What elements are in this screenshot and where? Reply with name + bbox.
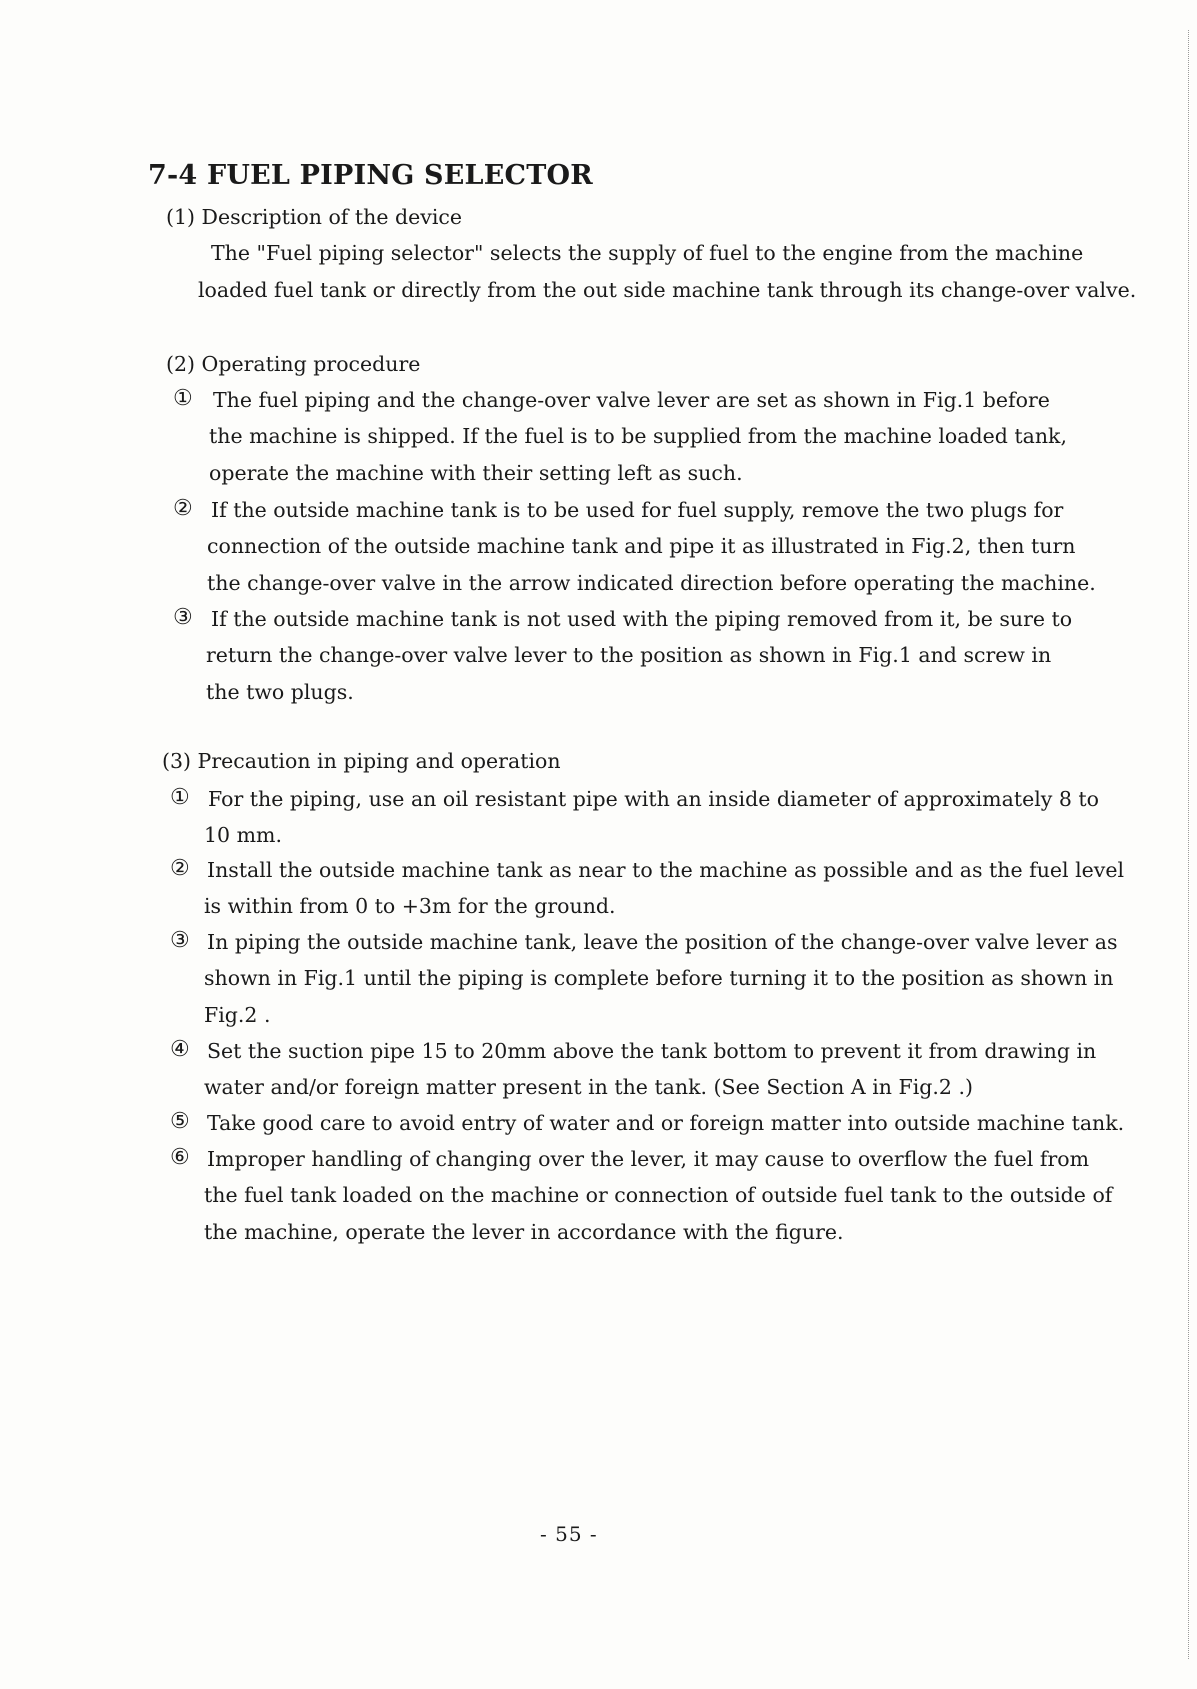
item-line: return the change-over valve lever to the position as shown in Fig.1 and screw in <box>206 643 1052 667</box>
item-line: shown in Fig.1 until the piping is complete before turning it to the position as shown in <box>204 966 1114 990</box>
scan-edge-divider <box>1187 30 1189 1659</box>
item-line: the two plugs. <box>206 680 354 704</box>
item-line: Install the outside machine tank as near to the machine as possible and as the fuel level <box>207 858 1125 882</box>
item-line: Fig.2 . <box>204 1003 271 1027</box>
item-number: ① <box>170 785 190 810</box>
item-line: In piping the outside machine tank, leave the position of the change-over valve lever as <box>207 930 1118 954</box>
item-number: ③ <box>170 928 190 953</box>
section-3-heading: (3) Precaution in piping and operation <box>162 749 561 773</box>
section-1-paragraph-line: loaded fuel tank or directly from the out side machine tank through its change-over valve. <box>198 278 1137 302</box>
item-line: If the outside machine tank is to be used for fuel supply, remove the two plugs for <box>211 498 1064 522</box>
item-line: the fuel tank loaded on the machine or connection of outside fuel tank to the outside of <box>204 1183 1113 1207</box>
item-line: Take good care to avoid entry of water and or foreign matter into outside machine tank. <box>207 1111 1125 1135</box>
page-title: 7-4 FUEL PIPING SELECTOR <box>148 160 593 191</box>
item-line: water and/or foreign matter present in the tank. (See Section A in Fig.2 .) <box>204 1075 973 1099</box>
section-1-heading: (1) Description of the device <box>166 205 462 229</box>
item-line: the machine is shipped. If the fuel is to be supplied from the machine loaded tank, <box>209 424 1067 448</box>
item-number: ③ <box>173 605 193 630</box>
item-number: ⑥ <box>170 1145 190 1170</box>
item-line: For the piping, use an oil resistant pipe with an inside diameter of approximately 8 to <box>208 787 1100 811</box>
item-number: ② <box>170 856 190 881</box>
item-line: is within from 0 to +3m for the ground. <box>204 894 616 918</box>
item-line: If the outside machine tank is not used with the piping removed from it, be sure to <box>211 607 1073 631</box>
item-line: 10 mm. <box>204 823 282 847</box>
item-line: Improper handling of changing over the lever, it may cause to overflow the fuel from <box>207 1147 1090 1171</box>
item-number: ② <box>173 496 193 521</box>
item-line: operate the machine with their setting left as such. <box>209 461 743 485</box>
item-number: ① <box>173 386 193 411</box>
item-line: connection of the outside machine tank and pipe it as illustrated in Fig.2, then turn <box>207 534 1076 558</box>
item-number: ④ <box>170 1037 190 1062</box>
item-line: Set the suction pipe 15 to 20mm above the tank bottom to prevent it from drawing in <box>207 1039 1097 1063</box>
item-line: the change-over valve in the arrow indicated direction before operating the machine. <box>207 571 1096 595</box>
item-line: the machine, operate the lever in accordance with the figure. <box>204 1220 844 1244</box>
page-number: - 55 - <box>540 1522 598 1546</box>
section-1-paragraph-line: The "Fuel piping selector" selects the supply of fuel to the engine from the machine <box>211 241 1084 265</box>
item-number: ⑤ <box>170 1109 190 1134</box>
item-line: The fuel piping and the change-over valve lever are set as shown in Fig.1 before <box>213 388 1050 412</box>
section-2-heading: (2) Operating procedure <box>166 352 421 376</box>
